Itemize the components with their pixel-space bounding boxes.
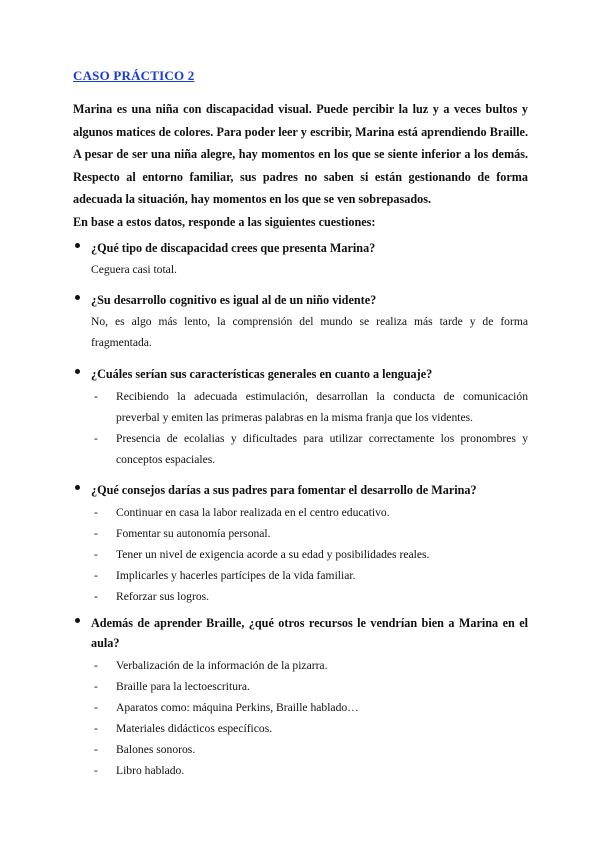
- question-text: Además de aprender Braille, ¿qué otros recursos le vendrían bien a Marina en el aula?: [91, 616, 528, 650]
- answer-text: Ceguera casi total.: [91, 263, 177, 276]
- question-block: [73, 613, 528, 781]
- case-intro-paragraph: Marina es una niña con discapacidad visual. Puede percibir la luz y a veces bultos y algunos matices de colores. Para poder leer y escribir, Marina está aprendiendo Braille. A pesar de ser una niña alegre, hay momentos en los que se siente inferior a los demás. Respecto al entorno familiar, sus padres no saben si están gestionando de forma adecuada la situación, hay momentos en los que se ven sobrepasados.: [73, 102, 528, 206]
- instructions-line: En base a estos datos, responde a las siguientes cuestiones:: [73, 215, 376, 229]
- bullet-icon: [75, 369, 80, 374]
- list-item: - Braille para la lectoescritura.: [94, 680, 250, 693]
- question-block: [73, 480, 528, 607]
- list-item: - Aparatos como: máquina Perkins, Braille hablado…: [94, 701, 359, 714]
- question-text: ¿Qué tipo de discapacidad crees que presenta Marina?: [91, 241, 376, 255]
- list-item: - Materiales didácticos específicos.: [94, 722, 273, 735]
- bullet-icon: [75, 295, 80, 300]
- list-item: - Libro hablado.: [94, 764, 185, 777]
- bullet-icon: [75, 618, 80, 623]
- question-block: [73, 364, 528, 470]
- answer-list: [73, 386, 528, 470]
- bullet-icon: [75, 485, 80, 490]
- list-item: - Implicarles y hacerles partícipes de la vida familiar.: [94, 569, 356, 582]
- question-text: ¿Cuáles serían sus características generales en cuanto a lenguaje?: [91, 367, 433, 381]
- question-text: ¿Qué consejos darías a sus padres para fomentar el desarrollo de Marina?: [91, 483, 477, 497]
- list-item: - Reforzar sus logros.: [94, 590, 210, 603]
- list-item: - Presencia de ecolalias y dificultades para utilizar correctamente los pronombres y conceptos espaciales.: [94, 432, 528, 466]
- list-item: - Balones sonoros.: [94, 743, 196, 756]
- list-item: - Continuar en casa la labor realizada en el centro educativo.: [94, 506, 390, 519]
- question-block: [73, 238, 528, 280]
- case-title: CASO PRÁCTICO 2: [73, 68, 195, 83]
- answer-list: [73, 655, 528, 781]
- list-item: - Fomentar su autonomía personal.: [94, 527, 271, 540]
- bullet-icon: [75, 243, 80, 248]
- question-block: [73, 290, 528, 353]
- list-item: - Verbalización de la información de la pizarra.: [94, 659, 328, 672]
- list-item: - Tener un nivel de exigencia acorde a su edad y posibilidades reales.: [94, 548, 430, 561]
- question-text: ¿Su desarrollo cognitivo es igual al de un niño vidente?: [91, 293, 377, 307]
- list-item: - Recibiendo la adecuada estimulación, desarrollan la conducta de comunicación preverbal y emiten las primeras palabras en la misma franja que los videntes.: [94, 390, 528, 424]
- answer-text: No, es algo más lento, la comprensión del mundo se realiza más tarde y de forma fragmentada.: [91, 315, 528, 349]
- answer-list: [73, 502, 528, 607]
